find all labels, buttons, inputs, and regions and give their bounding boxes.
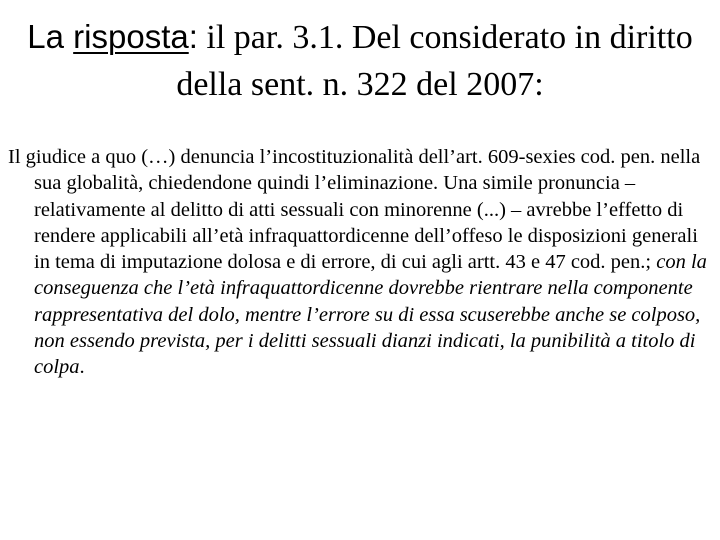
body-end-punctuation: .: [79, 356, 85, 379]
body-italic-text: con la conseguenza che l’età infraquattordicenne dovrebbe rientrare nella componente rappresentativa del dolo, mentre l’errore su di essa scuserebbe anche se colposo, non essendo prevista, per i delitti sessuali dianzi indicati, la punibilità a titolo di colpa: [34, 251, 707, 379]
title-underlined-word: risposta: [73, 18, 189, 55]
title-rest: il par. 3.1. Del considerato in diritto della sent. n. 322 del 2007:: [176, 19, 693, 103]
title-lead: La: [27, 18, 74, 55]
title-colon: :: [188, 18, 198, 55]
slide-title: [10, 14, 710, 108]
body-plain-text: Il giudice a quo (…) denuncia l’incostituzionalità dell’art. 609-sexies cod. pen. nella sua globalità, chiedendone quindi l’eliminazione. Una simile pronuncia – relativamente al delitto di atti sessuali con minorenne (...) – avrebbe l’effetto di rendere applicabili all’età infraquattordicenne dell’offeso le disposizioni generali in tema di imputazione dolosa e di errore, di cui agli artt. 43 e 47 cod. pen.;: [8, 146, 701, 274]
body-paragraph: [8, 144, 716, 381]
